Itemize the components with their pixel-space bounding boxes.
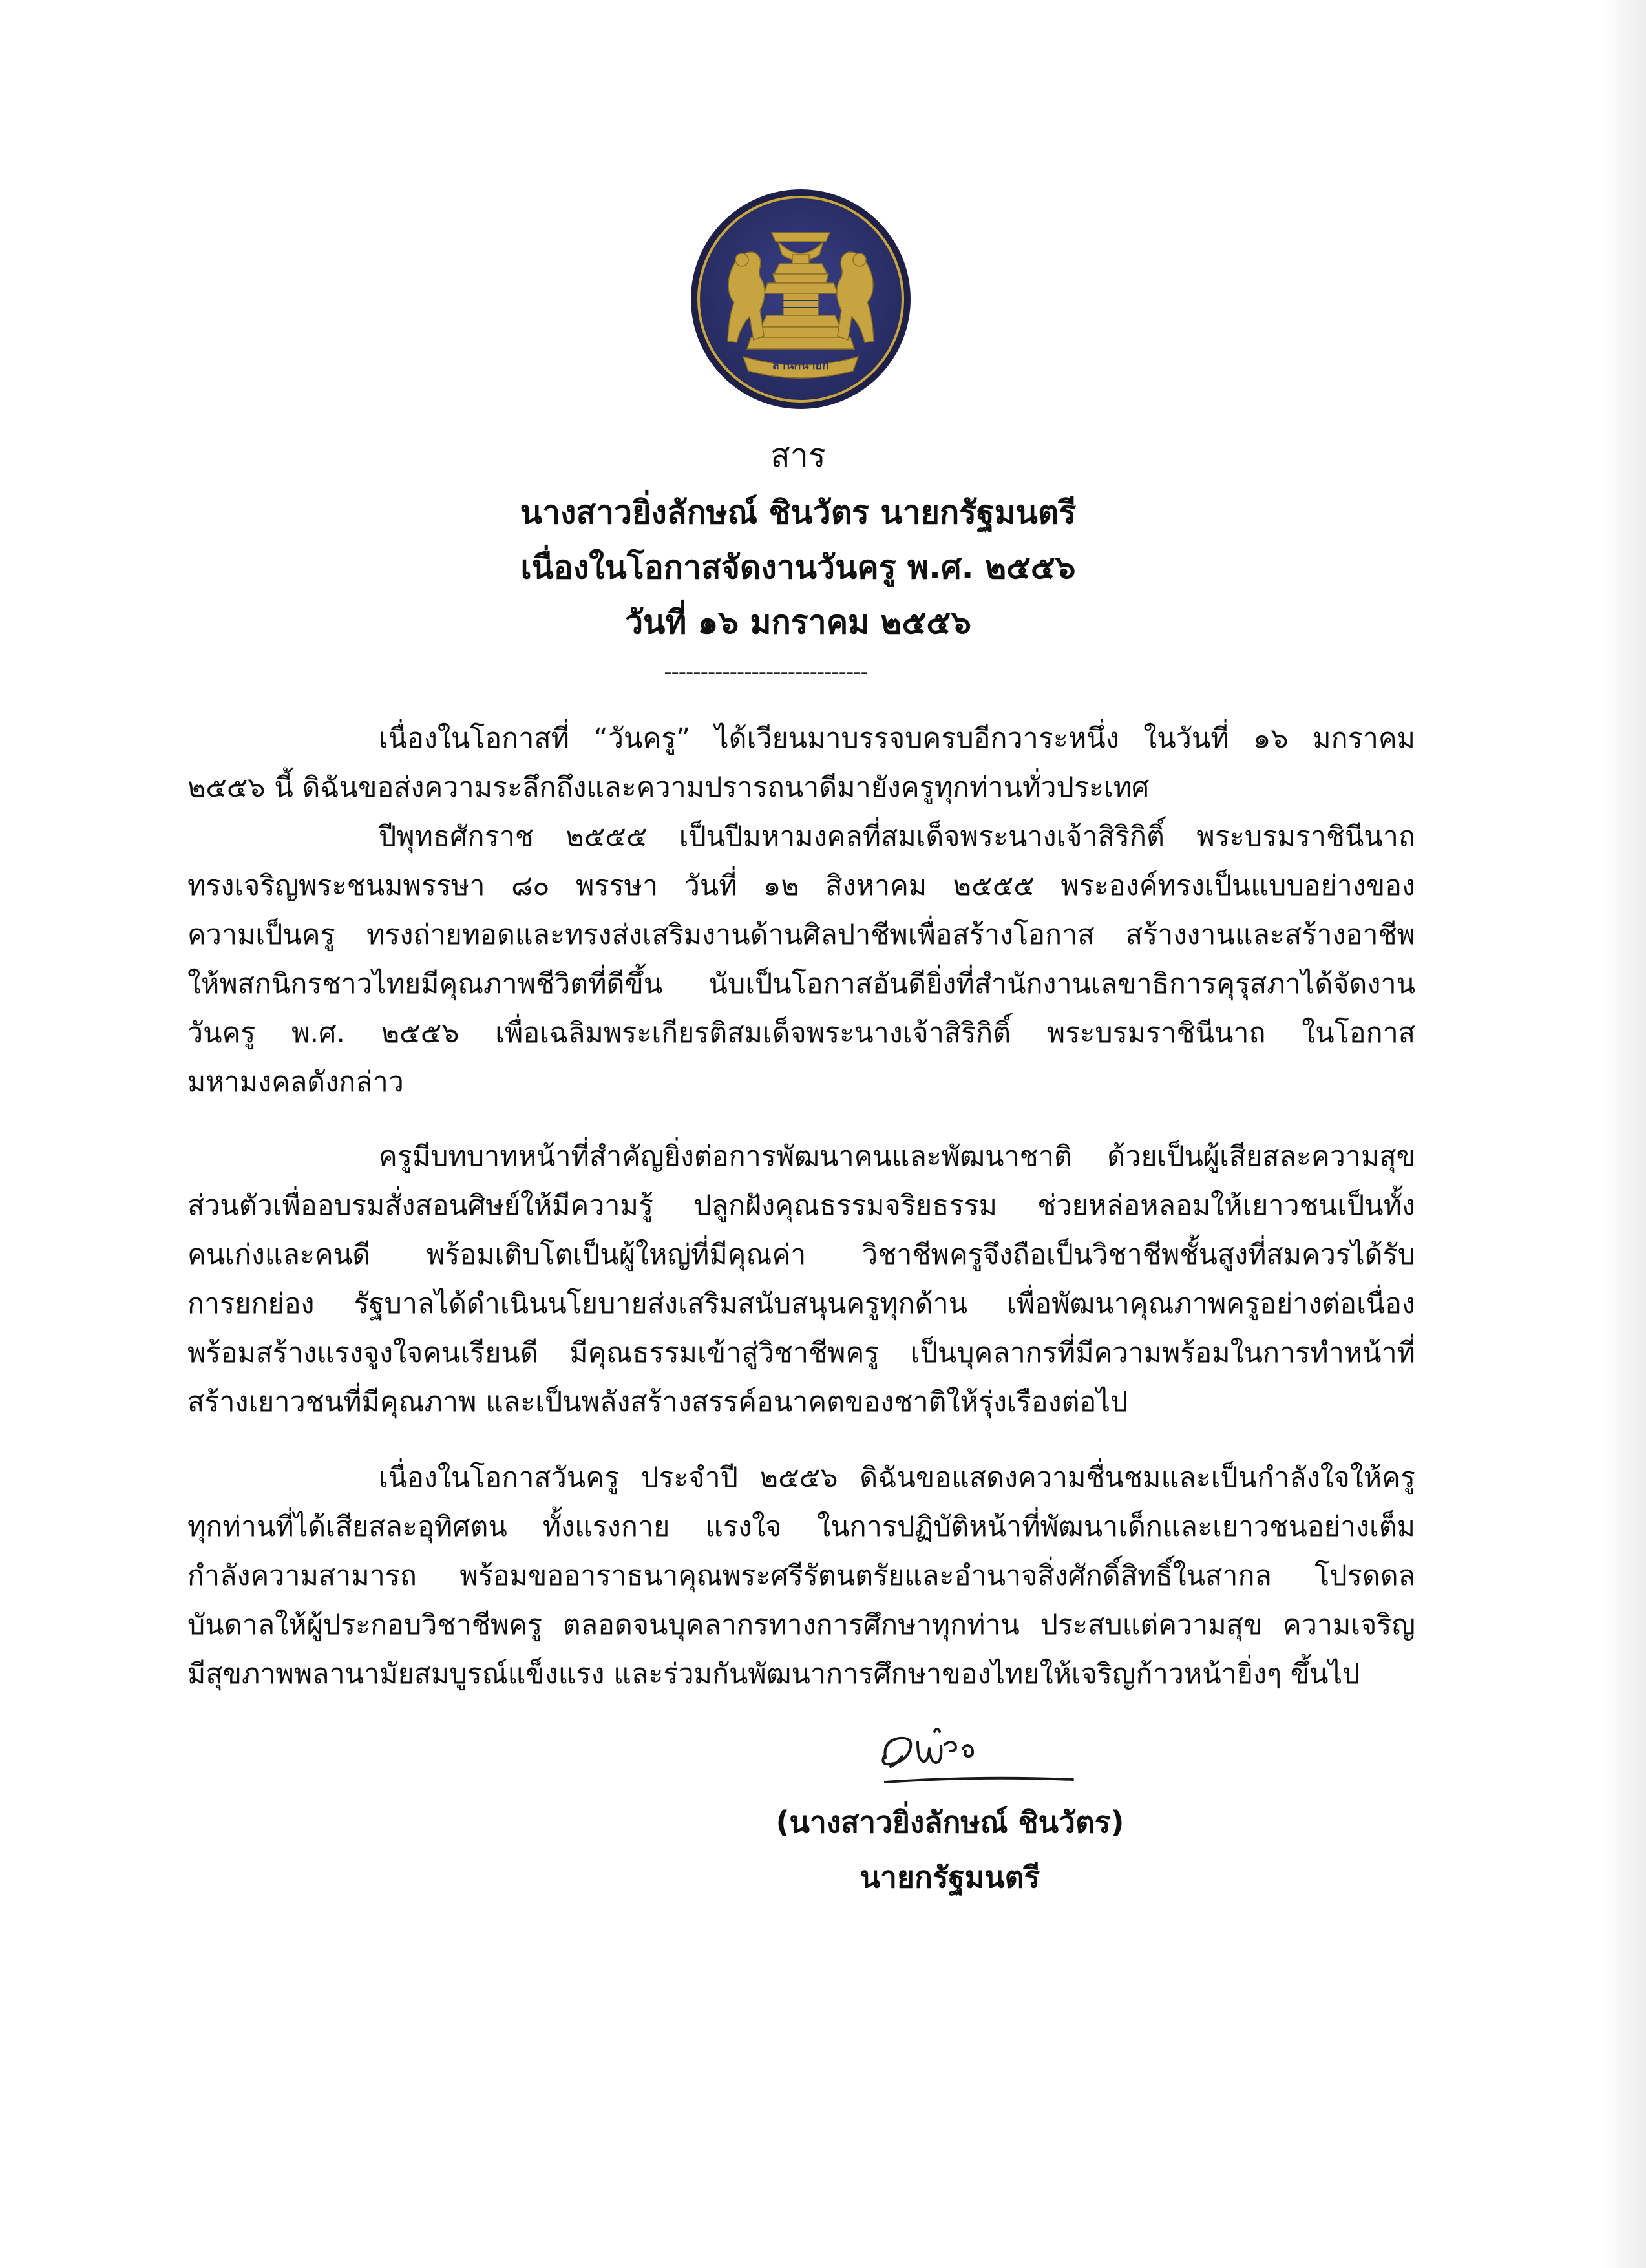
handwritten-signature: [872, 1712, 1079, 1796]
signatory-title: นายกรัฐมนตรี: [860, 1860, 1040, 1895]
paragraph-line: สร้างเยาวชนที่มีคุณภาพ และเป็นพลังสร้างสรรค์อนาคตของชาติให้รุ่งเรืองต่อไป: [187, 1386, 1128, 1418]
paragraph-line: คนเก่งและคนดี พร้อมเติบโตเป็นผู้ใหญ่ที่มีคุณค่า วิชาชีพครูจึงถือเป็นวิชาชีพชั้นสูงที่สมควรได้รับ: [187, 1239, 1415, 1271]
paragraph-line: ให้พสกนิกรชาวไทยมีคุณภาพชีวิตที่ดีขึ้น นับเป็นโอกาสอันดียิ่งที่สำนักงานเลขาธิการคุรุสภาได้จัดงาน: [187, 968, 1415, 1000]
paragraph-line: มีสุขภาพพลานามัยสมบูรณ์แข็งแรง และร่วมกันพัฒนาการศึกษาของไทยให้เจริญก้าวหน้ายิ่งๆ ขึ้นไป: [187, 1658, 1360, 1690]
paragraph-line: เนื่องในโอกาสที่ “วันครู” ได้เวียนมาบรรจบครบอีกวาระหนึ่ง ในวันที่ ๑๖ มกราคม: [379, 722, 1415, 755]
paragraph-line: การยกย่อง รัฐบาลได้ดำเนินนโยบายส่งเสริมสนับสนุนครูทุกด้าน เพื่อพัฒนาคุณภาพครูอย่างต่อเนื่อง: [187, 1288, 1415, 1320]
paragraph-line: ทรงเจริญพระชนมพรรษา ๘๐ พรรษา วันที่ ๑๒ สิงหาคม ๒๕๕๕ พระองค์ทรงเป็นแบบอย่างของ: [187, 870, 1415, 902]
occasion-line: เนื่องในโอกาสจัดงานวันครู พ.ศ. ๒๕๕๖: [520, 549, 1076, 586]
page-edge-shadow: [1601, 0, 1646, 2268]
document-title: สาร: [770, 437, 826, 474]
date-line: วันที่ ๑๖ มกราคม ๒๕๕๖: [625, 604, 971, 641]
paragraph-line: ทุกท่านที่ได้เสียสละอุทิศตน ทั้งแรงกาย แรงใจ ในการปฏิบัติหน้าที่พัฒนาเด็กและเยาวชนอย่างเต็ม: [187, 1511, 1415, 1543]
seal-inscription: สำนักนายก: [772, 359, 830, 372]
paragraph-line: ความเป็นครู ทรงถ่ายทอดและทรงส่งเสริมงานด้านศิลปาชีพเพื่อสร้างโอกาส สร้างงานและสร้างอาชีพ: [187, 919, 1415, 951]
signatory-name: (นางสาวยิ่งลักษณ์ ชินวัตร): [776, 1805, 1124, 1840]
paragraph-3: [187, 1132, 1415, 1427]
paragraph-line: มหามงคลดังกล่าว: [187, 1066, 404, 1098]
paragraph-line: บันดาลให้ผู้ประกอบวิชาชีพครู ตลอดจนบุคลากรทางการศึกษาทุกท่าน ประสบแต่ความสุข ความเจริญ: [187, 1609, 1415, 1641]
paragraph-1: [187, 714, 1415, 812]
paragraph-line: วันครู พ.ศ. ๒๕๕๖ เพื่อเฉลิมพระเกียรติสมเด็จพระนางเจ้าสิริกิติ์ พระบรมราชินีนาถ ในโอกาส: [187, 1017, 1415, 1049]
paragraph-line: กำลังความสามารถ พร้อมขออาราธนาคุณพระศรีรัตนตรัยและอำนาจสิ่งศักดิ์สิทธิ์ในสากล โปรดดล: [187, 1560, 1415, 1592]
paragraph-line: พร้อมสร้างแรงจูงใจคนเรียนดี มีคุณธรรมเข้าสู่วิชาชีพครู เป็นบุคลากรที่มีความพร้อมในการทำหน้าที่: [187, 1337, 1415, 1369]
header-divider: ----------------------------: [664, 659, 868, 685]
paragraph-line: ๒๕๕๖ นี้ ดิฉันขอส่งความระลึกถึงและความปรารถนาดีมายังครูทุกท่านทั่วประเทศ: [187, 772, 1150, 804]
government-seal-emblem: [689, 187, 913, 411]
paragraph-line: ส่วนตัวเพื่ออบรมสั่งสอนศิษย์ให้มีความรู้ ปลูกฝังคุณธรรมจริยธรรม ช่วยหล่อหลอมให้เยาวชนเป็นทั้ง: [187, 1190, 1415, 1222]
paragraph-line: เนื่องในโอกาสวันครู ประจำปี ๒๕๕๖ ดิฉันขอแสดงความชื่นชมและเป็นกำลังใจให้ครู: [379, 1462, 1415, 1494]
paragraph-2: [187, 812, 1415, 1107]
sender-name-line: นางสาวยิ่งลักษณ์ ชินวัตร นายกรัฐมนตรี: [520, 494, 1077, 531]
paragraph-line: ครูมีบทบาทหน้าที่สำคัญยิ่งต่อการพัฒนาคนและพัฒนาชาติ ด้วยเป็นผู้เสียสละความสุข: [379, 1140, 1415, 1173]
paragraph-line: ปีพุทธศักราช ๒๕๕๕ เป็นปีมหามงคลที่สมเด็จพระนางเจ้าสิริกิติ์ พระบรมราชินีนาถ: [379, 821, 1415, 853]
paragraph-4: [187, 1453, 1415, 1699]
